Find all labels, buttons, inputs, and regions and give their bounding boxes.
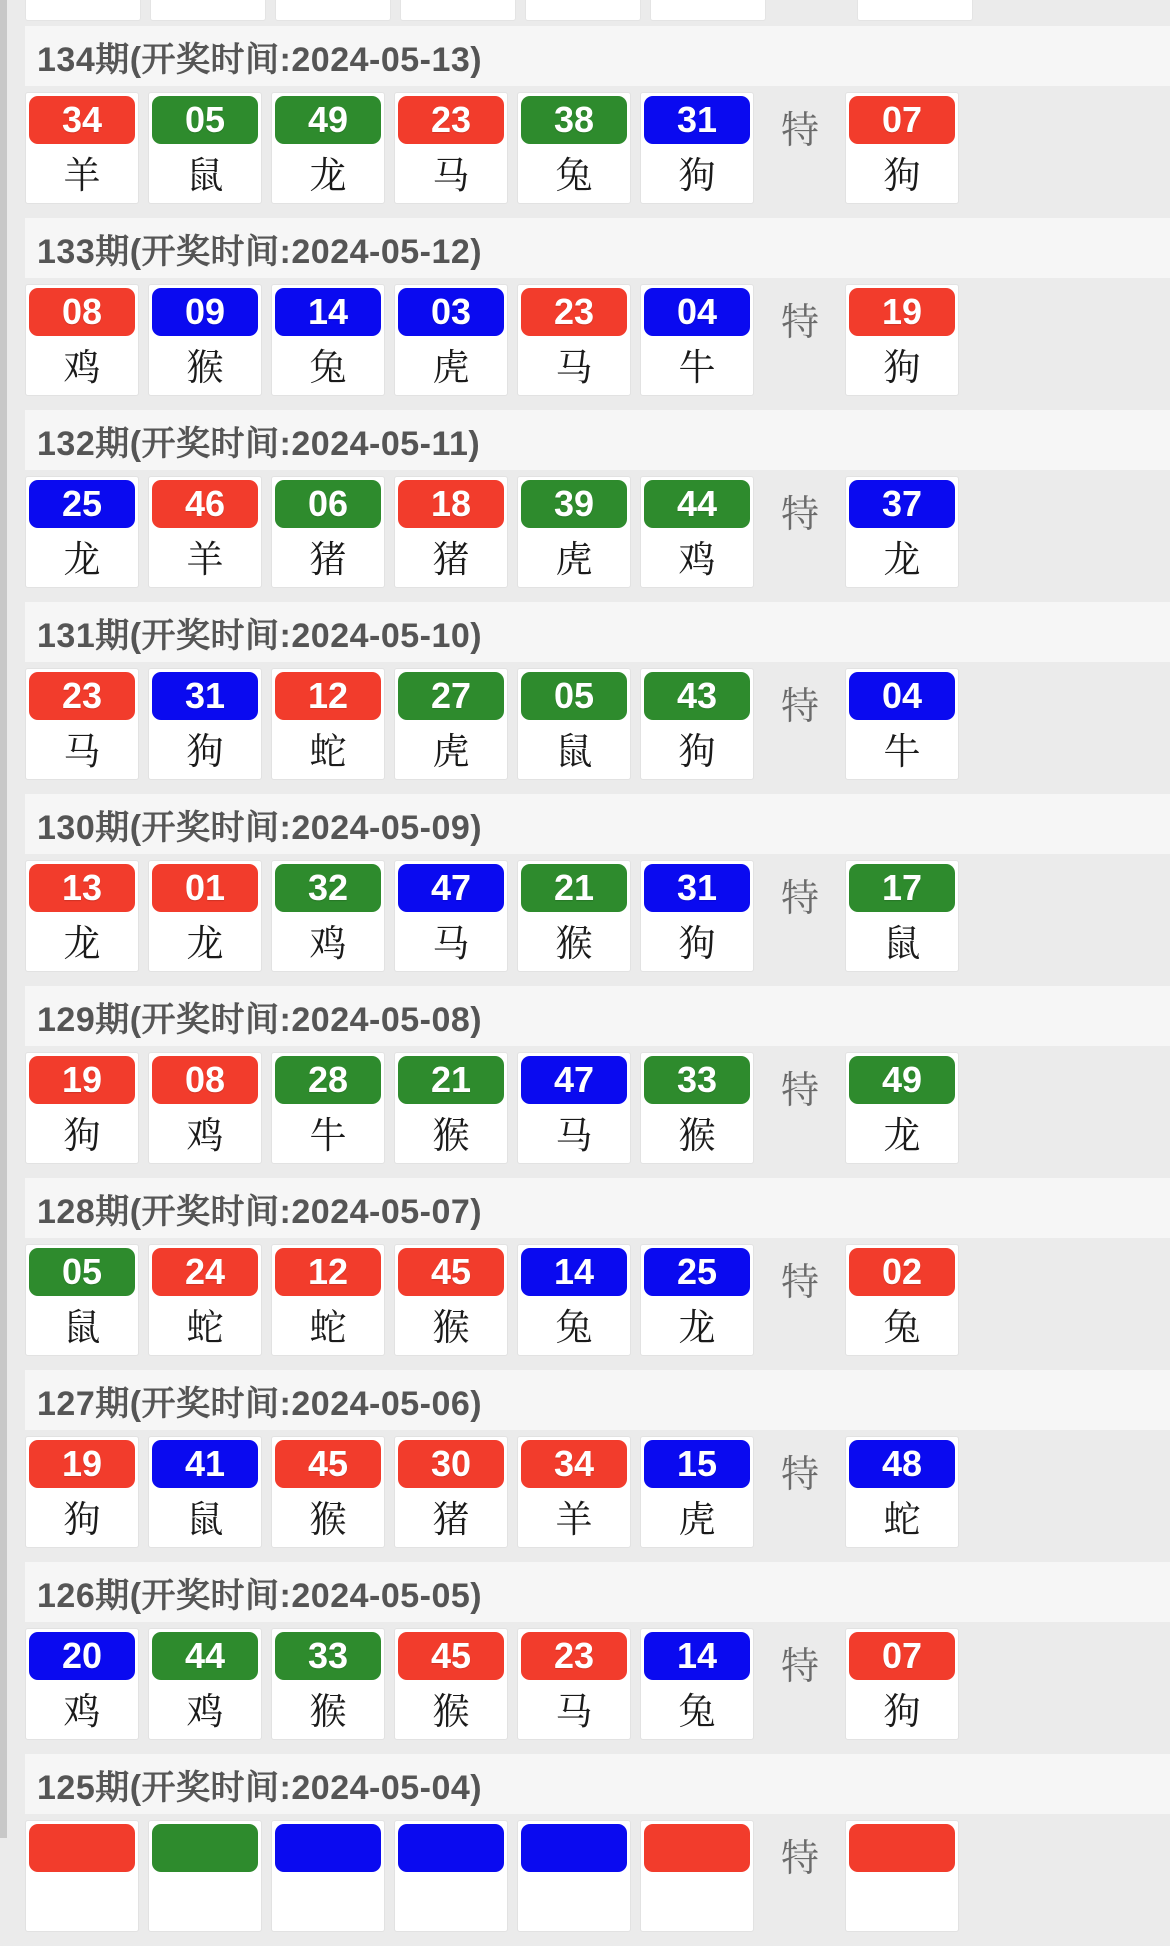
zodiac-label: [521, 1872, 627, 1928]
zodiac-label: 虎: [555, 539, 593, 580]
normal-balls: [25, 860, 763, 972]
number-tile: [640, 284, 754, 396]
normal-balls: [25, 284, 763, 396]
zodiac-label: 虎: [432, 347, 470, 388]
number-tile: [394, 860, 508, 972]
tiles-row: [25, 854, 1170, 986]
number-tile: [640, 1244, 754, 1356]
number-ball: 04: [644, 288, 750, 336]
remnant-card: [275, 0, 391, 21]
special-slot: [845, 92, 968, 204]
number-tile: [148, 1436, 262, 1548]
special-number-tile: [845, 1820, 959, 1932]
zodiac-label: 猴: [309, 1499, 347, 1540]
period-block: [25, 986, 1170, 1178]
tiles-row: [25, 1622, 1170, 1754]
number-tile: [517, 92, 631, 204]
special-slot: [845, 1436, 968, 1548]
period-block: [25, 1754, 1170, 1946]
period-header: [25, 218, 1170, 278]
number-tile: [148, 860, 262, 972]
zodiac-label: 蛇: [883, 1499, 921, 1540]
number-tile: [271, 284, 385, 396]
number-ball: 32: [275, 864, 381, 912]
period-header-text: 132期(开奖时间:2024-05-11): [37, 424, 481, 463]
number-ball: 19: [849, 288, 955, 336]
normal-balls: [25, 668, 763, 780]
period-header-text: 133期(开奖时间:2024-05-12): [37, 232, 483, 271]
number-ball: 09: [152, 288, 258, 336]
number-ball: 19: [29, 1056, 135, 1104]
zodiac-label: 兔: [309, 347, 347, 388]
zodiac-label: 虎: [678, 1499, 716, 1540]
zodiac-label: [398, 1872, 504, 1928]
tiles-row: [25, 86, 1170, 218]
number-ball: 28: [275, 1056, 381, 1104]
number-tile: [148, 1628, 262, 1740]
results-list: [25, 0, 1170, 1946]
number-tile: [271, 1628, 385, 1740]
zodiac-label: 猪: [309, 539, 347, 580]
normal-balls: [25, 1244, 763, 1356]
number-ball: [29, 1824, 135, 1872]
period-header-text: 126期(开奖时间:2024-05-05): [37, 1576, 483, 1615]
zodiac-label: [275, 1872, 381, 1928]
number-ball: 45: [275, 1440, 381, 1488]
period-block: [25, 26, 1170, 218]
number-ball: 44: [644, 480, 750, 528]
zodiac-label: 鸡: [63, 347, 101, 388]
remnant-card: [857, 0, 973, 21]
zodiac-label: 蛇: [186, 1307, 224, 1348]
previous-row-remnant: [25, 0, 1170, 26]
number-tile: [517, 1628, 631, 1740]
number-ball: 02: [849, 1248, 955, 1296]
special-number-tile: [845, 1628, 959, 1740]
period-block: [25, 1370, 1170, 1562]
special-slot: [845, 860, 968, 972]
zodiac-label: 鸡: [678, 539, 716, 580]
number-ball: 23: [521, 288, 627, 336]
number-tile: [271, 1052, 385, 1164]
number-ball: [849, 1824, 955, 1872]
number-ball: 46: [152, 480, 258, 528]
normal-balls: [25, 92, 763, 204]
number-tile: [517, 1244, 631, 1356]
special-number-tile: [845, 92, 959, 204]
number-tile: [640, 92, 754, 204]
number-ball: 08: [29, 288, 135, 336]
special-slot: [845, 284, 968, 396]
zodiac-label: 猴: [432, 1307, 470, 1348]
period-block: [25, 602, 1170, 794]
number-ball: [275, 1824, 381, 1872]
number-tile: [148, 1052, 262, 1164]
number-ball: 21: [521, 864, 627, 912]
number-ball: 07: [849, 96, 955, 144]
number-ball: 07: [849, 1632, 955, 1680]
number-ball: 12: [275, 1248, 381, 1296]
zodiac-label: 龙: [883, 1115, 921, 1156]
special-label: 特: [780, 1645, 819, 1688]
number-ball: 15: [644, 1440, 750, 1488]
tiles-row: [25, 1238, 1170, 1370]
number-ball: 27: [398, 672, 504, 720]
number-ball: 45: [398, 1632, 504, 1680]
number-ball: 17: [849, 864, 955, 912]
number-ball: 45: [398, 1248, 504, 1296]
number-ball: 08: [152, 1056, 258, 1104]
zodiac-label: 龙: [186, 923, 224, 964]
number-tile: [517, 1436, 631, 1548]
period-header-text: 128期(开奖时间:2024-05-07): [37, 1192, 483, 1231]
number-ball: 05: [521, 672, 627, 720]
zodiac-label: 猪: [432, 539, 470, 580]
number-ball: 37: [849, 480, 955, 528]
zodiac-label: 兔: [678, 1691, 716, 1732]
number-tile: [271, 1436, 385, 1548]
period-header: [25, 794, 1170, 854]
zodiac-label: 蛇: [309, 731, 347, 772]
number-ball: 31: [644, 96, 750, 144]
zodiac-label: 猴: [678, 1115, 716, 1156]
zodiac-label: 牛: [883, 731, 921, 772]
number-tile: [394, 1820, 508, 1932]
number-tile: [148, 1244, 262, 1356]
number-tile: [394, 1436, 508, 1548]
number-ball: [521, 1824, 627, 1872]
special-slot: [845, 1628, 968, 1740]
number-tile: [394, 476, 508, 588]
zodiac-label: 龙: [63, 539, 101, 580]
number-ball: 49: [849, 1056, 955, 1104]
period-header-text: 127期(开奖时间:2024-05-06): [37, 1384, 483, 1423]
number-tile: [25, 668, 139, 780]
period-header-text: 134期(开奖时间:2024-05-13): [37, 40, 483, 79]
special-label: 特: [780, 1261, 819, 1304]
zodiac-label: 猴: [432, 1115, 470, 1156]
zodiac-label: 狗: [678, 155, 716, 196]
special-label: 特: [780, 877, 819, 920]
period-block: [25, 218, 1170, 410]
number-ball: 03: [398, 288, 504, 336]
special-slot: [845, 668, 968, 780]
remnant-card: [150, 0, 266, 21]
number-ball: 43: [644, 672, 750, 720]
number-ball: 13: [29, 864, 135, 912]
number-ball: 39: [521, 480, 627, 528]
zodiac-label: 鼠: [186, 155, 224, 196]
number-tile: [25, 1628, 139, 1740]
number-tile: [517, 476, 631, 588]
number-tile: [25, 92, 139, 204]
number-tile: [25, 284, 139, 396]
number-ball: 33: [275, 1632, 381, 1680]
number-ball: 06: [275, 480, 381, 528]
zodiac-label: 羊: [186, 539, 224, 580]
number-ball: 48: [849, 1440, 955, 1488]
zodiac-label: 猴: [309, 1691, 347, 1732]
number-tile: [25, 1052, 139, 1164]
number-ball: 04: [849, 672, 955, 720]
number-ball: 18: [398, 480, 504, 528]
zodiac-label: 猴: [432, 1691, 470, 1732]
zodiac-label: 兔: [883, 1307, 921, 1348]
special-number-tile: [845, 284, 959, 396]
special-label: 特: [780, 301, 819, 344]
number-tile: [25, 1820, 139, 1932]
number-ball: 23: [398, 96, 504, 144]
period-header: [25, 410, 1170, 470]
number-tile: [394, 92, 508, 204]
special-label: 特: [780, 109, 819, 152]
zodiac-label: 狗: [186, 731, 224, 772]
number-tile: [640, 476, 754, 588]
special-slot: [845, 1820, 968, 1932]
zodiac-label: 鼠: [63, 1307, 101, 1348]
number-tile: [148, 1820, 262, 1932]
normal-balls: [25, 1628, 763, 1740]
number-tile: [640, 1436, 754, 1548]
number-ball: 20: [29, 1632, 135, 1680]
number-ball: 25: [29, 480, 135, 528]
zodiac-label: 牛: [678, 347, 716, 388]
number-tile: [25, 1244, 139, 1356]
special-number-tile: [845, 668, 959, 780]
period-block: [25, 410, 1170, 602]
special-number-tile: [845, 1052, 959, 1164]
zodiac-label: 狗: [678, 731, 716, 772]
zodiac-label: 兔: [555, 155, 593, 196]
zodiac-label: [152, 1872, 258, 1928]
number-tile: [148, 284, 262, 396]
period-header-text: 131期(开奖时间:2024-05-10): [37, 616, 483, 655]
zodiac-label: 鼠: [883, 923, 921, 964]
zodiac-label: 马: [432, 155, 470, 196]
number-ball: 34: [521, 1440, 627, 1488]
special-number-tile: [845, 476, 959, 588]
tiles-row: [25, 1046, 1170, 1178]
special-slot: [845, 1052, 968, 1164]
remnant-card: [525, 0, 641, 21]
number-ball: 05: [29, 1248, 135, 1296]
zodiac-label: 狗: [883, 155, 921, 196]
special-label: 特: [780, 1069, 819, 1112]
zodiac-label: [849, 1872, 955, 1928]
zodiac-label: 鸡: [186, 1691, 224, 1732]
zodiac-label: 狗: [883, 1691, 921, 1732]
period-block: [25, 1562, 1170, 1754]
special-label: 特: [780, 493, 819, 536]
zodiac-label: 猴: [555, 923, 593, 964]
number-ball: 19: [29, 1440, 135, 1488]
number-tile: [640, 860, 754, 972]
number-ball: 33: [644, 1056, 750, 1104]
zodiac-label: 马: [555, 1115, 593, 1156]
zodiac-label: 鸡: [186, 1115, 224, 1156]
number-tile: [394, 1244, 508, 1356]
period-header-text: 129期(开奖时间:2024-05-08): [37, 1000, 483, 1039]
number-ball: 12: [275, 672, 381, 720]
period-header-text: 130期(开奖时间:2024-05-09): [37, 808, 483, 847]
zodiac-label: 羊: [63, 155, 101, 196]
number-tile: [271, 860, 385, 972]
zodiac-label: 牛: [309, 1115, 347, 1156]
special-label: 特: [780, 1837, 819, 1880]
zodiac-label: 鸡: [309, 923, 347, 964]
number-tile: [271, 476, 385, 588]
number-ball: 38: [521, 96, 627, 144]
zodiac-label: 马: [63, 731, 101, 772]
period-header: [25, 26, 1170, 86]
number-tile: [394, 1052, 508, 1164]
special-slot: [845, 476, 968, 588]
special-number-tile: [845, 860, 959, 972]
number-ball: 47: [521, 1056, 627, 1104]
left-edge-strip: [0, 0, 7, 1838]
number-tile: [271, 1244, 385, 1356]
number-ball: 14: [644, 1632, 750, 1680]
special-label: 特: [780, 685, 819, 728]
tiles-row: [25, 1814, 1170, 1946]
number-tile: [640, 668, 754, 780]
number-tile: [148, 668, 262, 780]
zodiac-label: [29, 1872, 135, 1928]
tiles-row: [25, 662, 1170, 794]
number-tile: [640, 1820, 754, 1932]
special-number-tile: [845, 1436, 959, 1548]
period-header: [25, 1178, 1170, 1238]
zodiac-label: 蛇: [309, 1307, 347, 1348]
number-tile: [640, 1628, 754, 1740]
zodiac-label: 鼠: [555, 731, 593, 772]
number-tile: [271, 1820, 385, 1932]
number-ball: 49: [275, 96, 381, 144]
remnant-card: [400, 0, 516, 21]
number-tile: [394, 284, 508, 396]
zodiac-label: 狗: [63, 1115, 101, 1156]
zodiac-label: 马: [432, 923, 470, 964]
tiles-row: [25, 278, 1170, 410]
zodiac-label: 兔: [555, 1307, 593, 1348]
number-tile: [25, 476, 139, 588]
zodiac-label: 羊: [555, 1499, 593, 1540]
period-block: [25, 794, 1170, 986]
number-tile: [394, 1628, 508, 1740]
number-ball: 44: [152, 1632, 258, 1680]
number-tile: [517, 1052, 631, 1164]
zodiac-label: 龙: [63, 923, 101, 964]
zodiac-label: 马: [555, 347, 593, 388]
zodiac-label: 虎: [432, 731, 470, 772]
tiles-row: [25, 470, 1170, 602]
number-ball: 23: [29, 672, 135, 720]
number-ball: 14: [275, 288, 381, 336]
number-ball: 31: [152, 672, 258, 720]
period-header: [25, 1370, 1170, 1430]
number-tile: [517, 668, 631, 780]
number-ball: [152, 1824, 258, 1872]
zodiac-label: 龙: [883, 539, 921, 580]
period-block: [25, 1178, 1170, 1370]
zodiac-label: 猴: [186, 347, 224, 388]
normal-balls: [25, 1436, 763, 1548]
number-ball: 01: [152, 864, 258, 912]
period-header: [25, 1562, 1170, 1622]
zodiac-label: 龙: [309, 155, 347, 196]
period-header: [25, 602, 1170, 662]
number-tile: [394, 668, 508, 780]
number-tile: [640, 1052, 754, 1164]
zodiac-label: 龙: [678, 1307, 716, 1348]
number-ball: 23: [521, 1632, 627, 1680]
zodiac-label: 鸡: [63, 1691, 101, 1732]
normal-balls: [25, 1820, 763, 1932]
number-tile: [517, 284, 631, 396]
number-ball: [398, 1824, 504, 1872]
number-tile: [25, 1436, 139, 1548]
zodiac-label: 猪: [432, 1499, 470, 1540]
zodiac-label: 狗: [678, 923, 716, 964]
number-ball: 24: [152, 1248, 258, 1296]
zodiac-label: 马: [555, 1691, 593, 1732]
remnant-card: [25, 0, 141, 21]
number-tile: [148, 476, 262, 588]
zodiac-label: [644, 1872, 750, 1928]
number-ball: 05: [152, 96, 258, 144]
special-slot: [845, 1244, 968, 1356]
period-header: [25, 986, 1170, 1046]
special-number-tile: [845, 1244, 959, 1356]
number-ball: 21: [398, 1056, 504, 1104]
special-label: 特: [780, 1453, 819, 1496]
normal-balls: [25, 1052, 763, 1164]
zodiac-label: 狗: [883, 347, 921, 388]
number-ball: 47: [398, 864, 504, 912]
number-ball: 41: [152, 1440, 258, 1488]
number-ball: 30: [398, 1440, 504, 1488]
number-ball: 14: [521, 1248, 627, 1296]
number-ball: 31: [644, 864, 750, 912]
number-tile: [517, 1820, 631, 1932]
remnant-card: [650, 0, 766, 21]
number-tile: [271, 668, 385, 780]
period-header-text: 125期(开奖时间:2024-05-04): [37, 1768, 483, 1807]
remnant-spacer: [775, 0, 849, 20]
tiles-row: [25, 1430, 1170, 1562]
period-header: [25, 1754, 1170, 1814]
number-tile: [517, 860, 631, 972]
number-tile: [25, 860, 139, 972]
number-tile: [271, 92, 385, 204]
number-tile: [148, 92, 262, 204]
zodiac-label: 鼠: [186, 1499, 224, 1540]
normal-balls: [25, 476, 763, 588]
number-ball: 34: [29, 96, 135, 144]
number-ball: 25: [644, 1248, 750, 1296]
number-ball: [644, 1824, 750, 1872]
zodiac-label: 狗: [63, 1499, 101, 1540]
